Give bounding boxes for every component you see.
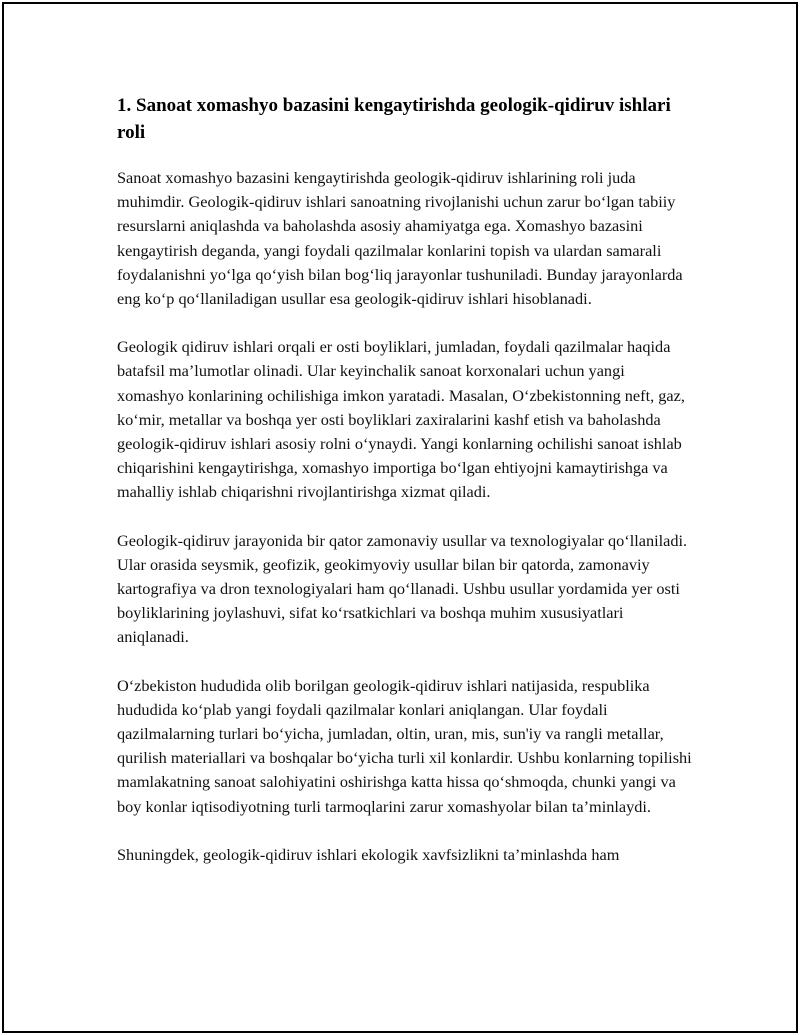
paragraph-3: Geologik-qidiruv jarayonida bir qator zamonaviy usullar va texnologiyalar qo‘llaniladi. Ular orasida seysmik, geofizik, geokimyoviy usullar bilan bir qatorda, zamonaviy kartografiya va dron texnologiyalari ham qo‘llanadi. Ushbu usullar yordamida yer osti boyliklarining joylashuvi, sifat ko‘rsatkichlari va boshqa muhim xususiyatlari aniqlanadi. [117, 530, 688, 647]
document-body [117, 92, 692, 891]
paragraph-2: Geologik qidiruv ishlari orqali er osti boyliklari, jumladan, foydali qazilmalar haqida batafsil ma’lumotlar olinadi. Ular keyinchalik sanoat korxonalari uchun yangi xomashyo konlarining ochilishiga imkon yaratadi. Masalan, O‘zbekistonning neft, gaz, ko‘mir, metallar va boshqa yer osti boyliklari zaxiralarini kashf etish va baholashda geologik-qidiruv ishlari asosiy rolni o‘ynaydi. Yangi konlarning ochilishi sanoat ishlab chiqarishini kengaytirishga, xomashyo importiga bo‘lgan ehtiyojni kamaytirishga va mahalliy ishlab chiqarishni rivojlantirishga xizmat qiladi. [117, 337, 685, 502]
paragraph-1: Sanoat xomashyo bazasini kengaytirishda geologik-qidiruv ishlarining roli juda muhimdir. Geologik-qidiruv ishlari sanoatning rivojlanishi uchun zarur bo‘lgan tabiiy resurslarni aniqlashda va baholashda asosiy ahamiyatga ega. Xomashyo bazasini kengaytirish deganda, yangi foydali qazilmalar konlarini topish va ulardan samarali foydalanishni yo‘lga qo‘yish bilan bog‘liq jarayonlar tushuniladi. Bunday jarayonlarda eng ko‘p qo‘llaniladigan usullar esa geologik-qidiruv ishlari hisoblanadi. [117, 168, 683, 309]
paragraph-4: O‘zbekiston hududida olib borilgan geologik-qidiruv ishlari natijasida, respublika hududida ko‘plab yangi foydali qazilmalar konlari aniqlangan. Ular foydali qazilmalarning turlari bo‘yicha, jumladan, oltin, uran, mis, sun'iy va rangli metallar, qurilish materiallari va boshqalar bo‘yicha turli xil konlardir. Ushbu konlarning topilishi mamlakatning sanoat salohiyatini oshirishga katta hissa qo‘shmoqda, chunki yangi va boy konlar iqtisodiyotning turli tarmoqlarini zarur xomashyolar bilan ta’minlaydi. [117, 675, 692, 816]
section-heading: 1. Sanoat xomashyo bazasini kengaytirishda geologik-qidiruv ishlari roli [117, 95, 671, 143]
paragraph-5: Shuningdek, geologik-qidiruv ishlari ekologik xavfsizlikni ta’minlashda ham [117, 844, 620, 864]
